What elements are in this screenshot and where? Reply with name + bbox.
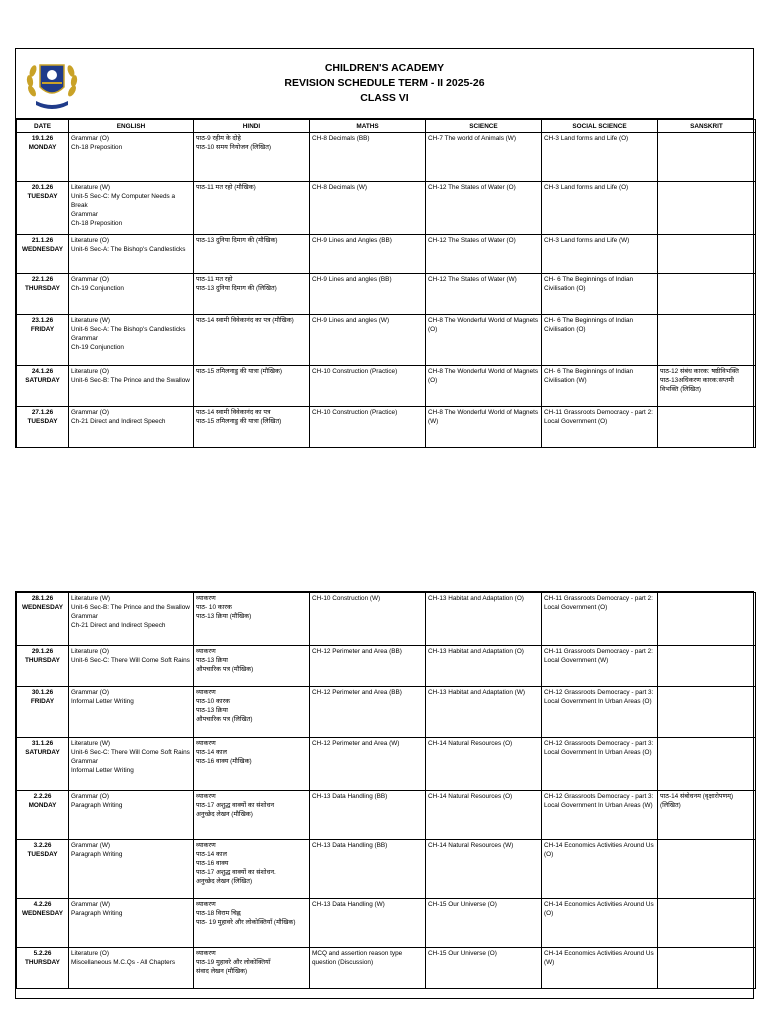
social-science-cell (542, 366, 658, 407)
cell-line: CH-15 Our Universe (O) (428, 901, 497, 908)
cell-line: पाठ-10 कारक (196, 698, 231, 705)
cell-line: औपचारिक पत्र (मौखिक) (196, 666, 254, 673)
cell-line: CH-9 Lines and angles (W) (312, 317, 390, 324)
english-cell (69, 840, 194, 899)
table-row (17, 899, 756, 948)
cell-line: CH-14 Natural Resources (O) (428, 793, 513, 800)
social-science-cell (542, 687, 658, 738)
science-cell (426, 133, 542, 182)
cell-line: Grammar (O) (71, 276, 109, 283)
cell-line: Literature (W) (71, 595, 111, 602)
cell-line: पाठ-13 क्रिया (196, 657, 228, 664)
science-cell (426, 840, 542, 899)
sanskrit-cell (658, 182, 756, 235)
maths-cell (310, 899, 426, 948)
cell-line: व्याकरण (196, 595, 216, 602)
science-cell (426, 182, 542, 235)
cell-line: व्याकरण (196, 648, 216, 655)
maths-cell (310, 738, 426, 791)
cell-line: पाठ-13 क्रिया (196, 707, 228, 714)
cell-line: पाठ-13 क्रिया (मौखिक) (196, 613, 252, 620)
cell-line: अनुच्छेद लेखन (लिखित) (196, 878, 253, 885)
date-cell (17, 274, 69, 315)
cell-line: Grammar (O) (71, 689, 109, 696)
hindi-cell (194, 235, 310, 274)
table-row (17, 646, 756, 687)
cell-line: CH-13 Data Handling (W) (312, 901, 385, 908)
class-title: CLASS VI (360, 92, 409, 104)
hindi-cell (194, 133, 310, 182)
cell-line: Ch-19 Conjunction (71, 344, 124, 351)
cell-line: CH-12 The States of Water (O) (428, 184, 516, 191)
sanskrit-cell (658, 315, 756, 366)
table-row (17, 791, 756, 840)
hindi-cell (194, 687, 310, 738)
cell-line: Literature (O) (71, 950, 110, 957)
cell-line: CH-12 Grassroots Democracy - part 3: Local Government In Urban Areas (W) (544, 793, 654, 809)
date-cell (17, 366, 69, 407)
hindi-cell (194, 899, 310, 948)
cell-line: CH-8 The Wonderful World of Magnets (W) (428, 409, 539, 425)
cell-line: FRIDAY (30, 326, 55, 333)
cell-line: व्याकरण (196, 740, 216, 747)
cell-line: पाठ-17 अशुद्ध वाक्यों का संशोधन (196, 802, 275, 809)
cell-line: Unit-6 Sec-A: The Bishop's Candlesticks (71, 326, 186, 333)
cell-line: CH- 6 The Beginnings of Indian Civilisation (O) (544, 276, 634, 292)
schedule-title: REVISION SCHEDULE TERM - II 2025-26 (284, 77, 485, 89)
date-cell (17, 791, 69, 840)
cell-line: CH-3 Land forms and Life (W) (544, 237, 630, 244)
schedule-page-1 (15, 48, 754, 448)
science-cell (426, 366, 542, 407)
social-science-cell (542, 840, 658, 899)
table-row (17, 315, 756, 366)
date-cell (17, 899, 69, 948)
social-science-cell (542, 899, 658, 948)
cell-line: MONDAY (28, 144, 57, 151)
cell-line: CH-3 Land forms and Life (O) (544, 184, 629, 191)
cell-line: CH-8 The Wonderful World of Magnets (O) (428, 368, 539, 384)
cell-line: Ch-18 Preposition (71, 220, 123, 227)
cell-line: व्याकरण (196, 950, 216, 957)
table-row (17, 235, 756, 274)
cell-line: Grammar (O) (71, 409, 109, 416)
cell-line: THURSDAY (25, 657, 60, 664)
cell-line: CH-13 Data Handling (BB) (312, 793, 388, 800)
cell-line: 23.1.26 (31, 317, 54, 324)
cell-line: WEDNESDAY (22, 246, 63, 253)
column-header-hindi: HINDI (194, 120, 310, 133)
hindi-cell (194, 738, 310, 791)
cell-line: पाठ-15 तमिलनाडु की यात्रा (मौखिक) (196, 368, 283, 375)
cell-line: पाठ-14 स्वामी विवेकानंद का पत्र (मौखिक) (196, 317, 294, 324)
cell-line: पाठ-12 संबंध कारक: षष्ठीविभक्ति (660, 368, 739, 375)
cell-line: पाठ-19 मुहावरे और लोकोक्तियाँ (196, 959, 271, 966)
cell-line: Grammar (71, 211, 98, 218)
cell-line: Unit-5 Sec-C: My Computer Needs a Break (71, 193, 176, 209)
social-science-cell (542, 315, 658, 366)
cell-line: Literature (W) (71, 317, 111, 324)
table-row (17, 840, 756, 899)
hindi-cell (194, 593, 310, 646)
cell-line: CH-13 Habitat and Adaptation (O) (428, 648, 524, 655)
cell-line: व्याकरण (196, 842, 216, 849)
cell-line: CH-13 Habitat and Adaptation (W) (428, 689, 525, 696)
hindi-cell (194, 791, 310, 840)
table-row (17, 182, 756, 235)
social-science-cell (542, 791, 658, 840)
social-science-cell (542, 235, 658, 274)
cell-line: व्याकरण (196, 793, 216, 800)
english-cell (69, 899, 194, 948)
sanskrit-cell (658, 687, 756, 738)
cell-line: CH-13 Data Handling (BB) (312, 842, 388, 849)
date-cell (17, 687, 69, 738)
cell-line: CH-15 Our Universe (O) (428, 950, 497, 957)
cell-line: Literature (W) (71, 184, 111, 191)
cell-line: Ch-19 Conjunction (71, 285, 124, 292)
cell-line: पाठ-13 दुनिया दिमाग की (लिखित) (196, 285, 277, 292)
cell-line: CH-11 Grassroots Democracy - part 2: Local Government (O) (544, 409, 653, 425)
cell-line: CH-9 Lines and Angles (BB) (312, 237, 392, 244)
cell-line: CH-7 The world of Animals (W) (428, 135, 516, 142)
cell-line: पाठ-16 वाक्य (196, 860, 229, 867)
cell-line: 30.1.26 (31, 689, 54, 696)
cell-line: पाठ-14 काल (196, 749, 227, 756)
date-cell (17, 315, 69, 366)
column-header-social-science: SOCIAL SCIENCE (542, 120, 658, 133)
cell-line: CH-14 Natural Resources (O) (428, 740, 513, 747)
cell-line: FRIDAY (30, 698, 55, 705)
cell-line: 2.2.26 (33, 793, 52, 800)
cell-line: 31.1.26 (31, 740, 54, 747)
date-cell (17, 235, 69, 274)
sanskrit-cell (658, 133, 756, 182)
hindi-cell (194, 407, 310, 448)
cell-line: WEDNESDAY (22, 910, 63, 917)
cell-line: पाठ-11 मत रहो (196, 276, 233, 283)
science-cell (426, 899, 542, 948)
cell-line: 22.1.26 (31, 276, 54, 283)
cell-line: Grammar (W) (71, 842, 111, 849)
cell-line: पाठ-10 समय नियोजन (लिखित) (196, 144, 272, 151)
cell-line: Literature (O) (71, 368, 110, 375)
cell-line: पाठ-14 संबोधनम (वृक्षारोपणम्) (लिखित) (660, 793, 734, 809)
cell-line: पाठ- 10 कारक (196, 604, 232, 611)
social-science-cell (542, 948, 658, 989)
cell-line: CH- 6 The Beginnings of Indian Civilisation (O) (544, 317, 634, 333)
cell-line: CH-14 Economics Activities Around Us (O) (544, 901, 654, 917)
science-cell (426, 687, 542, 738)
cell-line: Grammar (W) (71, 901, 111, 908)
cell-line: Miscellaneous M.C.Qs - All Chapters (71, 959, 176, 966)
sanskrit-cell (658, 738, 756, 791)
social-science-cell (542, 133, 658, 182)
cell-line: CH-11 Grassroots Democracy - part 2: Local Government (W) (544, 648, 653, 664)
sanskrit-cell (658, 593, 756, 646)
social-science-cell (542, 182, 658, 235)
cell-line: Grammar (71, 613, 98, 620)
date-cell (17, 948, 69, 989)
cell-line: 3.2.26 (33, 842, 52, 849)
schedule-table-2 (16, 592, 756, 989)
column-header-sanskrit: SANSKRIT (658, 120, 756, 133)
hindi-cell (194, 274, 310, 315)
cell-line: Informal Letter Writing (71, 698, 134, 705)
cell-line: CH-14 Natural Resources (W) (428, 842, 514, 849)
sanskrit-cell (658, 948, 756, 989)
cell-line: Informal Letter Writing (71, 767, 134, 774)
cell-line: Paragraph Writing (71, 851, 123, 858)
cell-line: CH-12 The States of Water (W) (428, 276, 517, 283)
science-cell (426, 407, 542, 448)
science-cell (426, 948, 542, 989)
maths-cell (310, 840, 426, 899)
english-cell (69, 274, 194, 315)
cell-line: 19.1.26 (31, 135, 54, 142)
cell-line: Paragraph Writing (71, 802, 123, 809)
science-cell (426, 593, 542, 646)
cell-line: Unit-6 Sec-C: There Will Come Soft Rains (71, 749, 190, 756)
cell-line: पाठ-13 दुनिया दिमाग की (मौखिक) (196, 237, 278, 244)
cell-line: पाठ-11 मत रहो (मौखिक) (196, 184, 256, 191)
sanskrit-cell (658, 274, 756, 315)
cell-line: CH-8 Decimals (W) (312, 184, 368, 191)
table-row (17, 366, 756, 407)
cell-line: संवाद लेखन (मौखिक) (196, 968, 248, 975)
cell-line: CH-8 The Wonderful World of Magnets (O) (428, 317, 539, 333)
cell-line: 29.1.26 (31, 648, 54, 655)
column-header-science: SCIENCE (426, 120, 542, 133)
cell-line: पाठ-14 स्वामी विवेकानंद का पत्र (196, 409, 271, 416)
date-cell (17, 407, 69, 448)
sanskrit-cell (658, 840, 756, 899)
hindi-cell (194, 646, 310, 687)
cell-line: CH-10 Construction (W) (312, 595, 381, 602)
cell-line: MONDAY (28, 802, 57, 809)
cell-line: Unit-6 Sec-B: The Prince and the Swallow (71, 604, 190, 611)
table-row (17, 133, 756, 182)
schedule-table-1 (16, 119, 756, 448)
cell-line: Grammar (O) (71, 793, 109, 800)
maths-cell (310, 274, 426, 315)
maths-cell (310, 791, 426, 840)
maths-cell (310, 687, 426, 738)
table-row (17, 948, 756, 989)
cell-line: CH-9 Lines and angles (BB) (312, 276, 392, 283)
table-header-row (17, 120, 756, 133)
cell-line: TUESDAY (27, 193, 58, 200)
maths-cell (310, 593, 426, 646)
cell-line: CH-11 Grassroots Democracy - part 2: Local Government (O) (544, 595, 653, 611)
science-cell (426, 274, 542, 315)
column-header-maths: MATHS (310, 120, 426, 133)
school-name: CHILDREN'S ACADEMY (324, 62, 445, 74)
cell-line: औपचारिक पत्र (लिखित) (196, 716, 253, 723)
social-science-cell (542, 407, 658, 448)
cell-line: Unit-6 Sec-A: The Bishop's Candlesticks (71, 246, 186, 253)
cell-line: 20.1.26 (31, 184, 54, 191)
science-cell (426, 791, 542, 840)
cell-line: Grammar (71, 758, 98, 765)
maths-cell (310, 182, 426, 235)
table-row (17, 593, 756, 646)
date-cell (17, 133, 69, 182)
cell-line: CH-14 Economics Activities Around Us (W) (544, 950, 654, 966)
english-cell (69, 235, 194, 274)
cell-line: 21.1.26 (31, 237, 54, 244)
cell-line: CH-12 Perimeter and Area (BB) (312, 648, 402, 655)
english-cell (69, 366, 194, 407)
cell-line: SATURDAY (25, 749, 60, 756)
cell-line: MCQ and assertion reason type question (Discussion) (312, 950, 403, 966)
cell-line: CH- 6 The Beginnings of Indian Civilisation (W) (544, 368, 634, 384)
cell-line: Grammar (O) (71, 135, 109, 142)
cell-line: CH-12 The States of Water (O) (428, 237, 516, 244)
maths-cell (310, 366, 426, 407)
english-cell (69, 407, 194, 448)
cell-line: Ch-18 Preposition (71, 144, 123, 151)
cell-line: अनुच्छेद लेखन (मौखिक) (196, 811, 253, 818)
social-science-cell (542, 738, 658, 791)
english-cell (69, 687, 194, 738)
social-science-cell (542, 646, 658, 687)
cell-line: Paragraph Writing (71, 910, 123, 917)
english-cell (69, 738, 194, 791)
english-cell (69, 182, 194, 235)
cell-line: SATURDAY (25, 377, 60, 384)
date-cell (17, 593, 69, 646)
cell-line: CH-13 Habitat and Adaptation (O) (428, 595, 524, 602)
english-cell (69, 948, 194, 989)
cell-line: Grammar (71, 335, 98, 342)
cell-line: Unit-6 Sec-B: The Prince and the Swallow (71, 377, 190, 384)
schedule-page-2 (15, 591, 754, 999)
maths-cell (310, 407, 426, 448)
sanskrit-cell (658, 407, 756, 448)
sanskrit-cell (658, 791, 756, 840)
maths-cell (310, 646, 426, 687)
sanskrit-cell (658, 366, 756, 407)
schedule-header (16, 49, 753, 119)
cell-line: 5.2.26 (33, 950, 52, 957)
cell-line: CH-12 Perimeter and Area (BB) (312, 689, 402, 696)
english-cell (69, 315, 194, 366)
table-row (17, 687, 756, 738)
english-cell (69, 646, 194, 687)
cell-line: 24.1.26 (31, 368, 54, 375)
date-cell (17, 840, 69, 899)
cell-line: 28.1.26 (31, 595, 54, 602)
english-cell (69, 593, 194, 646)
social-science-cell (542, 274, 658, 315)
cell-line: Ch-21 Direct and Indirect Speech (71, 622, 166, 629)
cell-line: 27.1.26 (31, 409, 54, 416)
cell-line: THURSDAY (25, 285, 60, 292)
cell-line: Unit-6 Sec-C: There Will Come Soft Rains (71, 657, 190, 664)
cell-line: पाठ-9 रहीम के दोहे (196, 135, 241, 142)
cell-line: CH-8 Decimals (BB) (312, 135, 370, 142)
cell-line: पाठ-17 अशुद्ध वाक्यों का संशोधन. (196, 869, 276, 876)
sanskrit-cell (658, 899, 756, 948)
maths-cell (310, 235, 426, 274)
social-science-cell (542, 593, 658, 646)
science-cell (426, 646, 542, 687)
cell-line: पाठ-13अधिकरण कारक:सप्तमी विभक्ति (लिखित) (660, 377, 734, 393)
english-cell (69, 133, 194, 182)
cell-line: CH-10 Construction (Practice) (312, 409, 398, 416)
sanskrit-cell (658, 646, 756, 687)
cell-line: WEDNESDAY (22, 604, 63, 611)
cell-line: पाठ-18 विराम चिह्न (196, 910, 241, 917)
cell-line: THURSDAY (25, 959, 60, 966)
science-cell (426, 235, 542, 274)
cell-line: 4.2.26 (33, 901, 52, 908)
hindi-cell (194, 315, 310, 366)
cell-line: CH-10 Construction (Practice) (312, 368, 398, 375)
maths-cell (310, 948, 426, 989)
cell-line: Literature (O) (71, 648, 110, 655)
maths-cell (310, 315, 426, 366)
column-header-english: ENGLISH (69, 120, 194, 133)
table-row (17, 274, 756, 315)
cell-line: CH-12 Perimeter and Area (W) (312, 740, 400, 747)
maths-cell (310, 133, 426, 182)
cell-line: पाठ-14 काल (196, 851, 227, 858)
cell-line: पाठ-16 वाक्य (मौखिक) (196, 758, 252, 765)
cell-line: पाठ-15 तमिलनाडु की यात्रा (लिखित) (196, 418, 282, 425)
date-cell (17, 738, 69, 791)
cell-line: व्याकरण (196, 901, 216, 908)
cell-line: व्याकरण (196, 689, 216, 696)
table-row (17, 738, 756, 791)
date-cell (17, 182, 69, 235)
hindi-cell (194, 948, 310, 989)
cell-line: CH-14 Economics Activities Around Us (O) (544, 842, 654, 858)
date-cell (17, 646, 69, 687)
hindi-cell (194, 182, 310, 235)
cell-line: Literature (O) (71, 237, 110, 244)
cell-line: CH-3 Land forms and Life (O) (544, 135, 629, 142)
table-row (17, 407, 756, 448)
english-cell (69, 791, 194, 840)
cell-line: TUESDAY (27, 418, 58, 425)
sanskrit-cell (658, 235, 756, 274)
science-cell (426, 738, 542, 791)
cell-line: पाठ- 19 मुहावरे और लोकोक्तियाँ (मौखिक) (196, 919, 296, 926)
cell-line: CH-12 Grassroots Democracy - part 3: Local Government In Urban Areas (O) (544, 689, 654, 705)
cell-line: CH-12 Grassroots Democracy - part 3: Local Government In Urban Areas (O) (544, 740, 654, 756)
hindi-cell (194, 840, 310, 899)
column-header-date: DATE (17, 120, 69, 133)
science-cell (426, 315, 542, 366)
cell-line: Literature (W) (71, 740, 111, 747)
cell-line: Ch-21 Direct and Indirect Speech (71, 418, 166, 425)
hindi-cell (194, 366, 310, 407)
cell-line: TUESDAY (27, 851, 58, 858)
